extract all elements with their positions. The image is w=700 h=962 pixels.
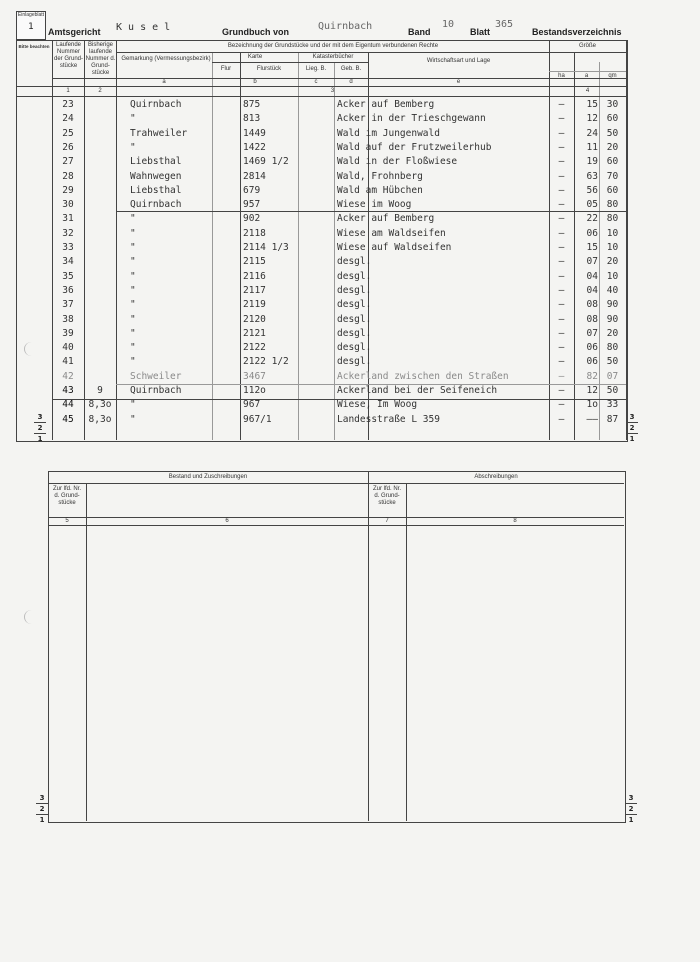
col-flurstueck: Flurstück [256, 66, 282, 72]
sub-d: d [349, 79, 353, 85]
cell-qm: 60 [606, 184, 619, 196]
margin-marks-left-1 [34, 412, 46, 444]
cell-gem: " [130, 284, 136, 296]
cell-ha: – [558, 370, 565, 382]
cell-qm: 60 [606, 156, 619, 168]
cell-wirt: Wald in der Floßwiese [337, 156, 458, 168]
cell-fst: 2122 [243, 342, 266, 354]
cell-gem: " [130, 213, 136, 225]
cell-wirt: desgl. [337, 342, 372, 354]
col-geb: Geb. B. [340, 66, 362, 72]
num-3: 3 [330, 88, 335, 94]
cell-fst: 2115 [243, 256, 266, 268]
cell-gem: " [130, 227, 136, 239]
cell-ha: – [558, 299, 565, 311]
col-laufende-nummer: Laufende Nummer der Grund-stücke [53, 42, 83, 69]
cell-a: 04 [586, 270, 598, 282]
side-label: Bitte beachten [18, 44, 50, 49]
col-katasterbuecher: Katasterbücher [312, 54, 354, 60]
cell-a: 56 [586, 184, 598, 196]
mark-2: 2 [34, 423, 46, 434]
cell-nr: 43 [62, 385, 74, 396]
head-bestand-zuschreibungen: Bestand und Zuschreibungen [168, 474, 248, 480]
band-label: Band [408, 27, 431, 37]
cell-fst: 875 [243, 99, 261, 110]
cell-nr: 32 [62, 227, 74, 239]
cell-qm: 80 [606, 342, 619, 354]
cell-wirt: desgl. [337, 327, 372, 339]
cell-fst: 902 [243, 213, 261, 225]
col-groesse: Größe [578, 43, 596, 49]
cell-a: 07 [586, 327, 598, 339]
cell-a: 11 [586, 141, 598, 153]
blatt-label: Blatt [470, 27, 490, 37]
cell-gem: Quirnbach [130, 99, 182, 110]
cell-gem: Liebsthal [130, 184, 182, 196]
cell-nr: 41 [62, 356, 74, 368]
cell-a: 06 [586, 227, 598, 239]
cell-qm: 80 [606, 199, 619, 211]
cell-gem: " [130, 413, 136, 425]
amtsgericht-label: Amtsgericht [48, 27, 101, 37]
cell-bish: 9 [97, 385, 103, 396]
cell-nr: 45 [62, 413, 74, 425]
sub-e: e [456, 79, 461, 85]
cell-ha: – [558, 141, 565, 153]
col-bisherige-nummer: Bisherige laufende Nummer d. Grund-stücke [85, 42, 116, 76]
cell-gem: " [130, 113, 136, 125]
sub-b: b [253, 79, 257, 85]
cell-ha: – [558, 413, 565, 425]
col-ha: ha [558, 73, 565, 79]
cell-fst: 2122 1/2 [243, 356, 289, 368]
cell-a: 06 [586, 342, 598, 354]
blatt-value: 365 [495, 19, 514, 30]
mark-2: 2 [626, 423, 638, 434]
cell-gem: " [130, 313, 136, 325]
cell-wirt: Wiese im Woog [337, 199, 412, 211]
cell-ha: – [558, 99, 565, 110]
cell-nr: 28 [62, 170, 74, 182]
cell-gem: " [130, 356, 136, 368]
cell-a: 22 [586, 213, 598, 225]
cell-wirt: Wiese auf Waldseifen [337, 242, 452, 253]
cell-fst: 967/1 [243, 413, 272, 425]
cell-a: 15 [586, 99, 598, 110]
cell-ha: – [558, 356, 565, 368]
cell-wirt: Ackerland zwischen den Straßen [337, 370, 509, 382]
cell-nr: 25 [62, 127, 74, 139]
cell-wirt: Wald auf der Frutzweilerhub [337, 141, 492, 153]
cell-fst: 2114 1/3 [243, 242, 289, 253]
cell-nr: 34 [62, 256, 74, 268]
cell-qm: 87 [606, 413, 619, 425]
cell-wirt: desgl. [337, 313, 372, 325]
cell-gem: " [130, 270, 136, 282]
cell-bish: 8,3o [88, 413, 112, 425]
cell-qm: 10 [606, 227, 619, 239]
cell-fst: 1449 [243, 127, 266, 139]
num-1: 1 [66, 88, 70, 94]
num-5: 5 [65, 518, 69, 524]
cell-wirt: Wiese am Waldseifen [337, 227, 446, 239]
cell-ha: – [558, 170, 565, 182]
cell-qm: 40 [606, 284, 619, 296]
page-number-box [16, 11, 46, 40]
cell-gem: Quirnbach [130, 199, 182, 211]
cell-wirt: Landesstraße L 359 [337, 413, 440, 425]
num-2: 2 [98, 88, 102, 94]
punch-hole-mark [24, 342, 39, 356]
col-karte: Karte [247, 54, 263, 60]
cell-a: 08 [586, 299, 598, 311]
cell-nr: 31 [62, 213, 74, 225]
cell-gem: " [130, 399, 136, 411]
margin-marks-right-2 [625, 793, 637, 825]
margin-marks-right-1 [626, 412, 638, 444]
cell-nr: 40 [62, 342, 74, 354]
cell-a: 24 [586, 127, 598, 139]
cell-fst: 967 [243, 399, 261, 411]
cell-a: 12 [586, 113, 598, 125]
cell-ha: – [558, 327, 565, 339]
cell-wirt: desgl. [337, 356, 372, 368]
cell-fst: 813 [243, 113, 261, 125]
cell-qm: 10 [606, 242, 619, 253]
cell-nr: 24 [62, 113, 74, 125]
page-number-box-label: Einlageblatt [17, 12, 45, 18]
cell-nr: 37 [62, 299, 74, 311]
cell-wirt: desgl. [337, 270, 372, 282]
cell-a: 1o [586, 399, 598, 411]
mark-1: 1 [628, 816, 634, 824]
cell-ha: – [558, 342, 565, 354]
cell-qm: 10 [606, 270, 619, 282]
cell-qm: 50 [606, 356, 619, 368]
band-value: 10 [442, 19, 455, 30]
cell-fst: 2119 [243, 299, 266, 311]
cell-ha: – [558, 227, 565, 239]
cell-qm: 50 [606, 127, 619, 139]
grundbuch-value: Quirnbach [318, 21, 373, 32]
col-qm: qm [608, 73, 617, 79]
cell-ha: – [558, 256, 565, 268]
cell-fst: 2120 [243, 313, 266, 325]
col-lieg: Lieg. B. [305, 66, 327, 72]
cell-nr: 29 [62, 184, 74, 196]
cell-ha: – [558, 156, 565, 168]
cell-ha: – [558, 284, 565, 296]
cell-ha: – [558, 270, 565, 282]
cell-fst: 679 [243, 184, 261, 196]
cell-a: 12 [586, 385, 598, 396]
cell-nr: 27 [62, 156, 74, 168]
cell-fst: 2117 [243, 284, 266, 296]
cell-nr: 30 [62, 199, 74, 211]
cell-ha: – [558, 313, 565, 325]
mark-3: 3 [626, 412, 638, 423]
cell-qm: 07 [606, 370, 619, 382]
col-a: a [584, 73, 589, 79]
cell-wirt: Ackerland bei der Seifeneich [337, 385, 498, 396]
cell-a: 08 [586, 313, 598, 325]
mark-1: 1 [39, 816, 45, 824]
cell-qm: 90 [606, 313, 619, 325]
cell-ha: – [558, 199, 565, 211]
cell-a: 05 [586, 199, 598, 211]
num-6: 6 [225, 518, 229, 524]
mark-1: 1 [629, 435, 635, 443]
cell-qm: 90 [606, 299, 619, 311]
cell-a: 82 [586, 370, 598, 382]
cell-fst: 112o [243, 385, 266, 396]
cell-a: 07 [586, 256, 598, 268]
cell-a: 63 [586, 170, 598, 182]
cell-fst: 2116 [243, 270, 266, 282]
cell-wirt: Acker auf Bemberg [337, 99, 435, 110]
cell-qm: 30 [606, 99, 619, 110]
num-7: 7 [385, 518, 389, 524]
cell-nr: 33 [62, 242, 74, 253]
cell-wirt: Wiese, Im Woog [337, 399, 418, 411]
cell-nr: 39 [62, 327, 74, 339]
cell-gem: Quirnbach [130, 385, 182, 396]
cell-qm: 70 [606, 170, 619, 182]
cell-qm: 20 [606, 141, 619, 153]
cell-nr: 35 [62, 270, 74, 282]
mark-3: 3 [625, 793, 637, 804]
cell-gem: " [130, 242, 136, 253]
cell-qm: 20 [606, 256, 619, 268]
cell-gem: " [130, 299, 136, 311]
cell-fst: 1422 [243, 141, 266, 153]
num-8: 8 [513, 518, 517, 524]
cell-qm: 33 [606, 399, 619, 411]
cell-nr: 44 [62, 399, 74, 411]
cell-nr: 42 [62, 370, 74, 382]
cell-ha: – [558, 184, 565, 196]
sub-c: c [314, 79, 318, 85]
cell-gem: Trahweiler [130, 127, 188, 139]
cell-fst: 957 [243, 199, 261, 211]
cell-wirt: desgl. [337, 256, 372, 268]
col-wirtschaftsart: Wirtschaftsart und Lage [426, 58, 491, 64]
cell-wirt: Wald im Jungenwald [337, 127, 440, 139]
page-number-box-value: 1 [28, 22, 34, 32]
cell-gem: Liebsthal [130, 156, 182, 168]
cell-nr: 23 [62, 99, 74, 110]
cell-ha: – [558, 127, 565, 139]
cell-fst: 1469 1/2 [243, 156, 289, 168]
num-4: 4 [585, 88, 590, 94]
cell-fst: 2118 [243, 227, 266, 239]
col-bezeichnung-group: Bezeichnung der Grundstücke und der mit dem Eigentum verbundenen Rechte [227, 43, 439, 49]
cell-a: –– [586, 413, 598, 425]
cell-wirt: desgl. [337, 284, 372, 296]
cell-gem: " [130, 342, 136, 354]
cell-wirt: Wald am Hübchen [337, 184, 423, 196]
cell-gem: " [130, 141, 136, 153]
amtsgericht-value: K u s e l [116, 22, 171, 33]
cell-wirt: Acker in der Trieschgewann [337, 113, 486, 125]
cell-bish: 8,3o [88, 399, 112, 411]
cell-gem: Schweiler [130, 370, 182, 382]
cell-qm: 80 [606, 213, 619, 225]
grundbuch-label: Grundbuch von [222, 27, 289, 37]
document-title: Bestandsverzeichnis [532, 27, 622, 37]
cell-nr: 26 [62, 141, 74, 153]
cell-a: 15 [586, 242, 598, 253]
cell-a: 19 [586, 156, 598, 168]
cell-a: 06 [586, 356, 598, 368]
cell-wirt: Wald, Frohnberg [337, 170, 423, 182]
mark-3: 3 [36, 793, 48, 804]
cell-ha: – [558, 399, 565, 411]
cell-ha: – [558, 113, 565, 125]
cell-qm: 60 [606, 113, 619, 125]
col-zur-lfd-nr-left: Zur lfd. Nr. d. Grund-stücke [52, 486, 81, 506]
mark-2: 2 [36, 804, 48, 815]
cell-qm: 20 [606, 327, 619, 339]
cell-ha: – [558, 213, 565, 225]
cell-ha: – [558, 385, 565, 396]
head-abschreibungen: Abschreibungen [474, 474, 518, 480]
cell-gem: Wahnwegen [130, 170, 182, 182]
cell-wirt: desgl. [337, 299, 372, 311]
col-flur: Flur [220, 66, 232, 72]
cell-fst: 2121 [243, 327, 266, 339]
mark-3: 3 [34, 412, 46, 423]
cell-gem: " [130, 256, 136, 268]
cell-gem: " [130, 327, 136, 339]
cell-fst: 3467 [243, 370, 266, 382]
cell-qm: 50 [606, 385, 619, 396]
cell-nr: 38 [62, 313, 74, 325]
col-gemarkung: Gemarkung (Vermessungsbezirk) [121, 56, 211, 62]
margin-marks-left-2 [36, 793, 48, 825]
cell-a: 04 [586, 284, 598, 296]
cell-ha: – [558, 242, 565, 253]
cell-wirt: Acker auf Bemberg [337, 213, 435, 225]
col-zur-lfd-nr-right: Zur lfd. Nr. d. Grund-stücke [372, 486, 401, 506]
cell-nr: 36 [62, 284, 74, 296]
mark-2: 2 [625, 804, 637, 815]
mark-1: 1 [37, 435, 43, 443]
cell-fst: 2814 [243, 170, 266, 182]
punch-hole-mark [24, 610, 39, 624]
sub-a: a [162, 79, 166, 85]
